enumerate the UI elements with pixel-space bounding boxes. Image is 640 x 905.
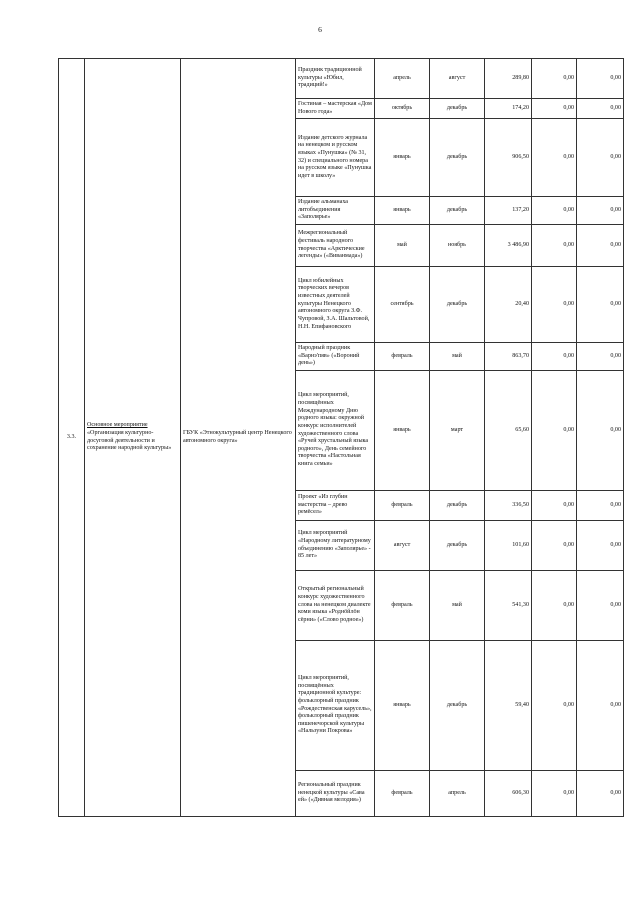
funding-amount: 606,30 <box>485 771 532 817</box>
start-month: апрель <box>375 59 430 99</box>
funding-amount: 906,50 <box>485 119 532 197</box>
start-month: январь <box>375 371 430 491</box>
page-number: 6 <box>318 25 322 34</box>
funding-value-3: 0,00 <box>577 371 624 491</box>
activities-table <box>58 58 624 817</box>
funding-value-2: 0,00 <box>532 571 577 641</box>
funding-value-2: 0,00 <box>532 771 577 817</box>
funding-amount: 3 486,90 <box>485 225 532 267</box>
start-month: январь <box>375 119 430 197</box>
funding-amount: 336,50 <box>485 491 532 521</box>
end-month: август <box>430 59 485 99</box>
event-name: Цикл мероприятий, посвящённых традиционной культуре: фольклорный праздник «Рождественская карусель», фольклорный праздник пишенечорской культуры «Нальзуни Покрова» <box>296 641 375 771</box>
funding-amount: 137,20 <box>485 197 532 225</box>
main-event-title: Основное мероприятие <box>87 422 148 429</box>
event-name: Гостиная – мастерская «Дом Нового года» <box>296 99 375 119</box>
funding-value-2: 0,00 <box>532 59 577 99</box>
funding-value-3: 0,00 <box>577 571 624 641</box>
event-name: Открытый региональный конкурс художественного слова на ненецком диалекте коми языка «Роднӧйлӧн сёрни» («Слово родное») <box>296 571 375 641</box>
funding-value-2: 0,00 <box>532 371 577 491</box>
funding-amount: 289,80 <box>485 59 532 99</box>
funding-value-3: 0,00 <box>577 491 624 521</box>
start-month: сентябрь <box>375 267 430 343</box>
row-number: 3.3. <box>59 59 85 817</box>
funding-value-2: 0,00 <box>532 225 577 267</box>
funding-value-3: 0,00 <box>577 771 624 817</box>
start-month: август <box>375 521 430 571</box>
end-month: декабрь <box>430 641 485 771</box>
funding-value-2: 0,00 <box>532 343 577 371</box>
end-month: апрель <box>430 771 485 817</box>
funding-amount: 541,30 <box>485 571 532 641</box>
funding-value-3: 0,00 <box>577 267 624 343</box>
funding-value-2: 0,00 <box>532 267 577 343</box>
funding-value-3: 0,00 <box>577 59 624 99</box>
start-month: январь <box>375 641 430 771</box>
start-month: февраль <box>375 343 430 371</box>
event-name: Региональный праздник ненецкой культуры «Сава ей» («Дивная мелодия») <box>296 771 375 817</box>
end-month: декабрь <box>430 491 485 521</box>
start-month: январь <box>375 197 430 225</box>
funding-value-3: 0,00 <box>577 119 624 197</box>
executor: ГБУК «Этнокультурный центр Ненецкого автономного округа» <box>181 59 296 817</box>
event-name: Праздник традиционной культуры «Юбил, традиций!» <box>296 59 375 99</box>
table-row <box>59 59 624 99</box>
event-name: Издание детского журнала на ненецком и русском языках «Пунушка» (№ 31, 32) и специального номера на русском языке «Пунушка идет в школу» <box>296 119 375 197</box>
funding-value-2: 0,00 <box>532 197 577 225</box>
event-name: Цикл мероприятий «Народному литературному объединению «Заполярье» - 85 лет» <box>296 521 375 571</box>
funding-value-2: 0,00 <box>532 491 577 521</box>
funding-amount: 20,40 <box>485 267 532 343</box>
end-month: май <box>430 343 485 371</box>
funding-amount: 101,60 <box>485 521 532 571</box>
main-event-text: «Организация культурно-досуговой деятельности и сохранение народной культуры» <box>87 429 172 452</box>
start-month: май <box>375 225 430 267</box>
end-month: март <box>430 371 485 491</box>
funding-value-2: 0,00 <box>532 521 577 571</box>
start-month: октябрь <box>375 99 430 119</box>
end-month: декабрь <box>430 267 485 343</box>
main-event <box>85 59 181 817</box>
start-month: февраль <box>375 571 430 641</box>
funding-amount: 174,20 <box>485 99 532 119</box>
end-month: ноябрь <box>430 225 485 267</box>
event-name: Межрегиональный фестиваль народного творчества «Арктические легенды» («Виванмада») <box>296 225 375 267</box>
end-month: май <box>430 571 485 641</box>
funding-value-3: 0,00 <box>577 99 624 119</box>
funding-value-2: 0,00 <box>532 99 577 119</box>
funding-amount: 59,40 <box>485 641 532 771</box>
event-name: Издание альманаха литобъединения «Заполярье» <box>296 197 375 225</box>
funding-value-3: 0,00 <box>577 197 624 225</box>
event-name: Народный праздник «Варнэ'пяв» («Вороний день») <box>296 343 375 371</box>
funding-value-3: 0,00 <box>577 521 624 571</box>
funding-value-2: 0,00 <box>532 641 577 771</box>
start-month: февраль <box>375 771 430 817</box>
funding-amount: 65,60 <box>485 371 532 491</box>
funding-value-3: 0,00 <box>577 225 624 267</box>
funding-value-3: 0,00 <box>577 343 624 371</box>
end-month: декабрь <box>430 197 485 225</box>
funding-value-3: 0,00 <box>577 641 624 771</box>
end-month: декабрь <box>430 119 485 197</box>
event-name: Цикл мероприятий, посвящённых Международному Дню родного языка: окружной конкурс исполнителей художественного слова «Ручей хрустальный языка родного», День семейного творчества «Настольная книга семьи» <box>296 371 375 491</box>
end-month: декабрь <box>430 99 485 119</box>
end-month: декабрь <box>430 521 485 571</box>
start-month: февраль <box>375 491 430 521</box>
funding-value-2: 0,00 <box>532 119 577 197</box>
event-name: Цикл юбилейных творческих вечеров известных деятелей культуры Ненецкого автономного округа З.Ф. Чупровой, З.А. Шальтовой, Н.Н. Епифановского <box>296 267 375 343</box>
funding-amount: 863,70 <box>485 343 532 371</box>
event-name: Проект «Из глубин мастерства – древо ремёсел» <box>296 491 375 521</box>
